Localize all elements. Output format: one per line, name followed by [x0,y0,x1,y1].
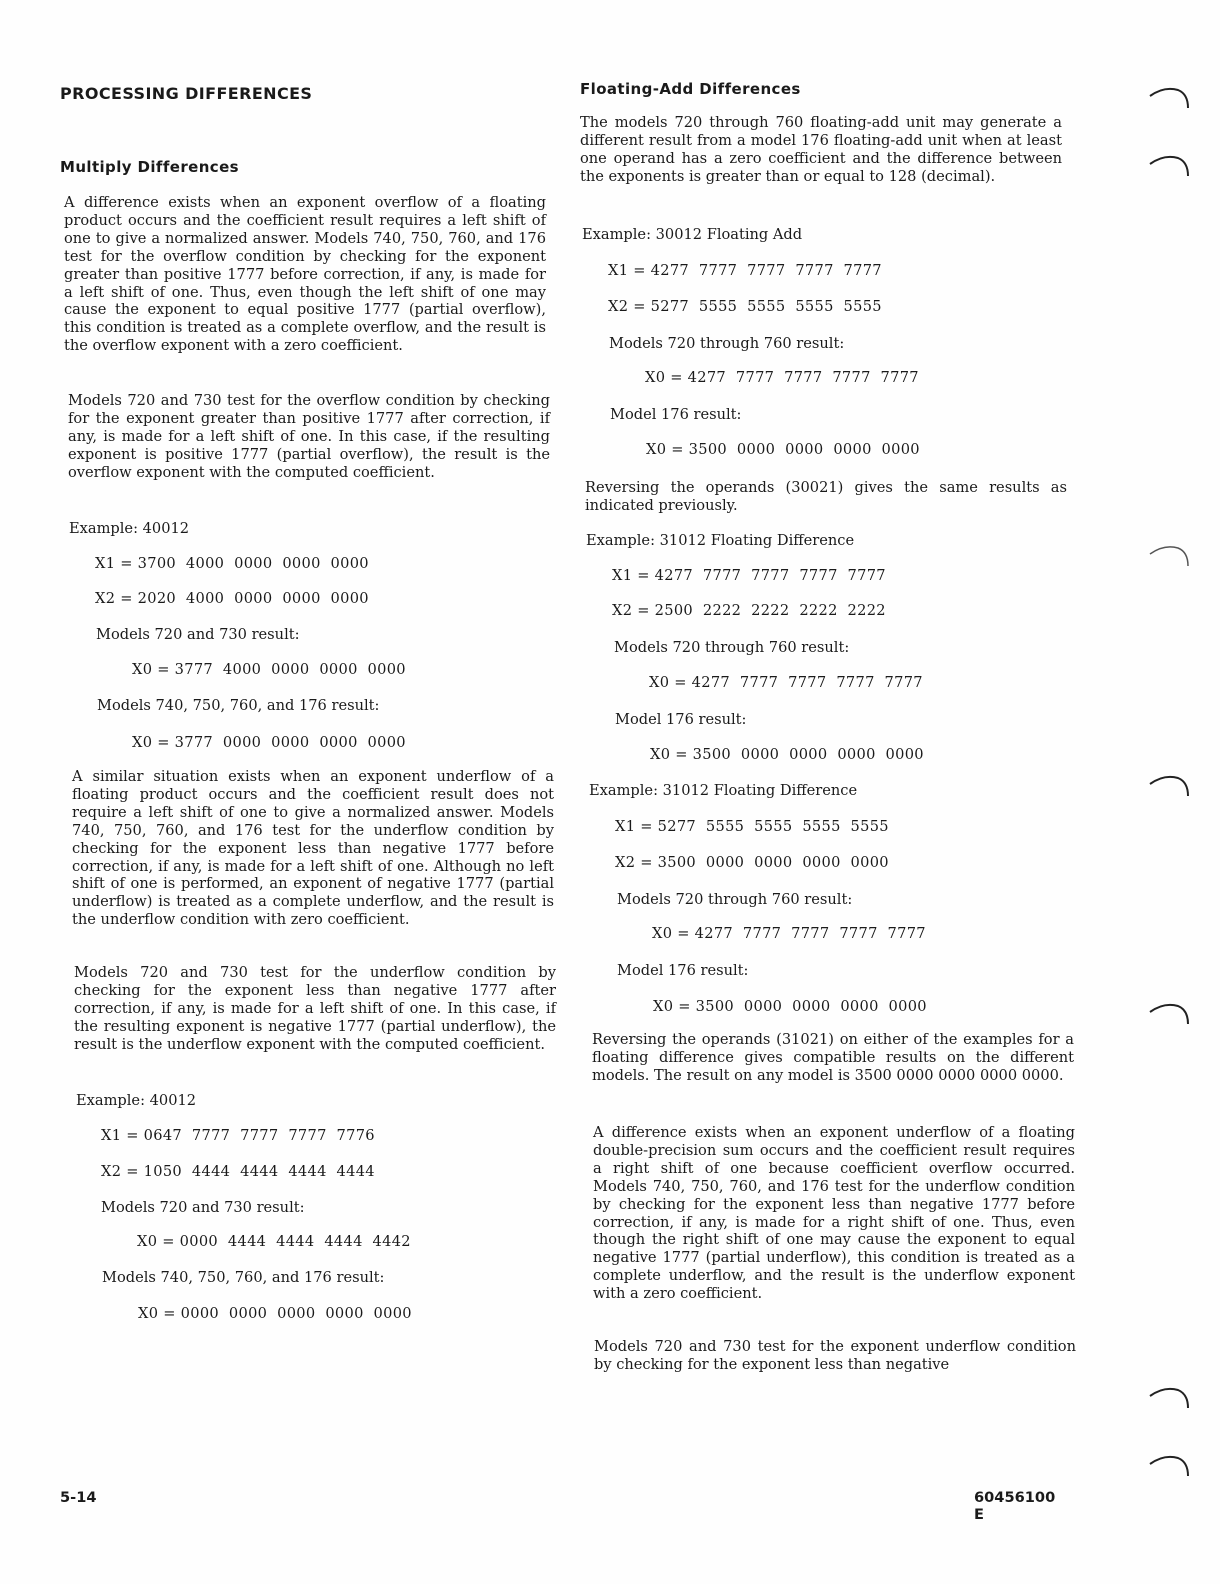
fadd-para-2: Reversing the operands (30021) gives the same results as indicated previously. [585,479,1067,514]
result-label: Model 176 result: [610,406,742,423]
binder-ring-icon [1148,772,1192,798]
result-x0: X0 = 3500 0000 0000 0000 0000 [650,746,924,763]
example-x1: X1 = 0647 7777 7777 7777 7776 [101,1127,375,1144]
result-x0: X0 = 4277 7777 7777 7777 7777 [649,674,923,691]
floating-add-differences-heading: Floating-Add Differences [580,80,801,98]
result-x0: X0 = 3777 0000 0000 0000 0000 [132,734,406,751]
document-number: 60456100 E [974,1488,1056,1523]
binder-ring-icon [1148,542,1192,568]
binder-ring-icon [1148,152,1192,178]
example-label: Example: 31012 Floating Difference [586,532,855,549]
section-title: PROCESSING DIFFERENCES [60,84,313,103]
result-x0: X0 = 4277 7777 7777 7777 7777 [652,925,926,942]
result-label: Models 720 and 730 result: [101,1199,305,1216]
result-label: Model 176 result: [617,962,749,979]
multiply-para-1: A difference exists when an exponent overflow of a floating product occurs and the coefficient result requires a left shift of one to give a normalized answer. Models 740, 750, 760, and 176 test for the overflow condition by checking for the exponent greater than positive 1777 before correction, if any, is made for a left shift of one. Thus, even though the left shift of one may cause the exponent to equal positive 1777 (partial overflow), this condition is treated as a complete overflow, and the result is the overflow exponent with a zero coefficient. [64,194,546,355]
example-x1: X1 = 3700 4000 0000 0000 0000 [95,555,369,572]
result-label: Models 720 through 760 result: [609,335,845,352]
fadd-para-5: Models 720 and 730 test for the exponent underflow condition by checking for the exponent less than negative [594,1338,1076,1373]
example-x2: X2 = 5277 5555 5555 5555 5555 [608,298,882,315]
multiply-para-4: Models 720 and 730 test for the underflow condition by checking for the exponent less than negative 1777 after correction, if any, is made for a left shift of one. In this case, if the resulting exponent is negative 1777 (partial underflow), the result is the underflow exponent with the computed coefficient. [74,964,556,1053]
example-label: Example: 31012 Floating Difference [589,782,858,799]
fadd-para-3: Reversing the operands (31021) on either of the examples for a floating difference gives compatible results on the different models. The result on any model is 3500 0000 0000 0000 0000. [592,1031,1074,1084]
result-label: Models 740, 750, 760, and 176 result: [102,1269,385,1286]
multiply-para-2: Models 720 and 730 test for the overflow condition by checking for the exponent greater than positive 1777 after correction, if any, is made for a left shift of one. In this case, if the resulting exponent is positive 1777 (partial overflow), the result is the overflow exponent with the computed coefficient. [68,392,550,481]
result-label: Models 740, 750, 760, and 176 result: [97,697,380,714]
result-x0: X0 = 3777 4000 0000 0000 0000 [132,661,406,678]
result-x0: X0 = 3500 0000 0000 0000 0000 [646,441,920,458]
binder-ring-icon [1148,1000,1192,1026]
multiply-para-3: A similar situation exists when an exponent underflow of a floating product occurs and the coefficient result does not require a left shift of one to give a normalized answer. Models 740, 750, 760, and 176 test for the underflow condition by checking for the exponent less than negative 1777 before correction, if any, is made for a left shift of one. Although no left shift of one is performed, an exponent of negative 1777 (partial underflow) is treated as a complete underflow, and the result is the underflow condition with zero coefficient. [72,768,554,929]
fadd-para-4: A difference exists when an exponent underflow of a floating double-precision sum occurs and the coefficient result requires a right shift of one because coefficient overflow occurred. Models 740, 750, 760, and 176 test for the underflow condition by checking for the exponent less than negative 1777 before correction, if any, is made for a right shift of one. Thus, even though the right shift of one may cause the exponent to equal negative 1777 (partial underflow), this condition is treated as a complete underflow, and the result is the underflow exponent with a zero coefficient. [593,1124,1075,1303]
binder-ring-icon [1148,1384,1192,1410]
example-label: Example: 40012 [76,1092,197,1109]
example-x2: X2 = 2500 2222 2222 2222 2222 [612,602,886,619]
multiply-differences-heading: Multiply Differences [60,158,239,176]
example-label: Example: 40012 [69,520,190,537]
result-label: Models 720 and 730 result: [96,626,300,643]
example-x2: X2 = 1050 4444 4444 4444 4444 [101,1163,375,1180]
result-x0: X0 = 0000 4444 4444 4444 4442 [137,1233,411,1250]
binder-ring-icon [1148,1452,1192,1478]
example-x1: X1 = 4277 7777 7777 7777 7777 [612,567,886,584]
result-label: Models 720 through 760 result: [614,639,850,656]
binder-ring-icon [1148,84,1192,110]
result-x0: X0 = 0000 0000 0000 0000 0000 [138,1305,412,1322]
example-x1: X1 = 4277 7777 7777 7777 7777 [608,262,882,279]
page-number: 5-14 [60,1488,97,1506]
result-x0: X0 = 3500 0000 0000 0000 0000 [653,998,927,1015]
example-x2: X2 = 3500 0000 0000 0000 0000 [615,854,889,871]
example-x2: X2 = 2020 4000 0000 0000 0000 [95,590,369,607]
example-x1: X1 = 5277 5555 5555 5555 5555 [615,818,889,835]
result-x0: X0 = 4277 7777 7777 7777 7777 [645,369,919,386]
result-label: Model 176 result: [615,711,747,728]
example-label: Example: 30012 Floating Add [582,226,803,243]
result-label: Models 720 through 760 result: [617,891,853,908]
fadd-para-1: The models 720 through 760 floating-add unit may generate a different result from a model 176 floating-add unit when at least one operand has a zero coefficient and the difference between the exponents is greater than or equal to 128 (decimal). [580,114,1062,185]
